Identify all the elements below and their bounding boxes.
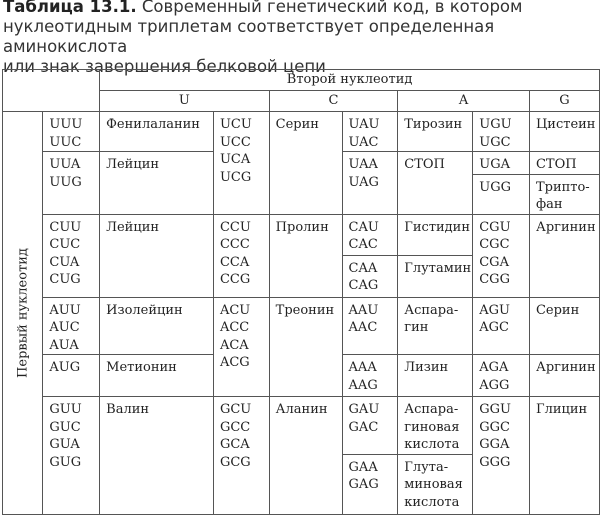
column-header-a: A bbox=[398, 91, 530, 112]
amino-acid-cell: Трипто- фан bbox=[529, 174, 599, 214]
second-nucleotide-header: Второй нуклеотид bbox=[100, 70, 600, 91]
codon-cell: UGA bbox=[473, 152, 530, 175]
first-nucleotide-label: Первый нуклеотид bbox=[3, 112, 43, 515]
codon-cell: UGG bbox=[473, 174, 530, 214]
amino-acid-cell: Глутамин bbox=[398, 255, 473, 297]
amino-acid-cell: Треонин bbox=[269, 297, 342, 397]
codon-cell: UAA UAG bbox=[342, 152, 398, 215]
amino-acid-cell: Лизин bbox=[398, 355, 473, 397]
amino-acid-cell: Серин bbox=[529, 297, 599, 355]
codon-cell: AUU AUC AUA bbox=[43, 297, 100, 355]
amino-acid-cell: Аланин bbox=[269, 397, 342, 515]
amino-acid-cell: Метионин bbox=[100, 355, 214, 397]
amino-acid-cell: Гистидин bbox=[398, 214, 473, 255]
codon-cell: CAA CAG bbox=[342, 255, 398, 297]
amino-acid-cell: Глицин bbox=[529, 397, 599, 515]
codon-cell: AGA AGG bbox=[473, 355, 530, 397]
codon-cell: GUU GUC GUA GUG bbox=[43, 397, 100, 515]
column-header-g: G bbox=[529, 91, 599, 112]
caption-line-3: или знак завершения белковой цепи bbox=[3, 57, 326, 76]
codon-cell: AUG bbox=[43, 355, 100, 397]
codon-cell: ACU ACC ACA ACG bbox=[213, 297, 269, 397]
codon-cell: CUU CUC CUA CUG bbox=[43, 214, 100, 297]
amino-acid-cell: Серин bbox=[269, 112, 342, 215]
codon-cell: GGU GGC GGA GGG bbox=[473, 397, 530, 515]
amino-acid-cell: Пролин bbox=[269, 214, 342, 297]
amino-acid-cell: Аспара- гиновая кислота bbox=[398, 397, 473, 455]
codon-cell: CGU CGC CGA CGG bbox=[473, 214, 530, 297]
codon-cell: UUU UUC bbox=[43, 112, 100, 152]
codon-cell: GAA GAG bbox=[342, 454, 398, 514]
codon-cell: CCU CCC CCA CCG bbox=[213, 214, 269, 297]
column-header-c: C bbox=[269, 91, 398, 112]
codon-cell: UGU UGC bbox=[473, 112, 530, 152]
codon-cell: UAU UAC bbox=[342, 112, 398, 152]
genetic-code-table bbox=[2, 69, 600, 515]
amino-acid-cell: Тирозин bbox=[398, 112, 473, 152]
caption-line-1: Современный генетический код, в котором bbox=[141, 0, 523, 16]
amino-acid-cell: СТОП bbox=[398, 152, 473, 215]
codon-cell: AAU AAC bbox=[342, 297, 398, 355]
amino-acid-cell: Аспара- гин bbox=[398, 297, 473, 355]
codon-cell: CAU CAC bbox=[342, 214, 398, 255]
codon-cell: AGU AGC bbox=[473, 297, 530, 355]
codon-cell: AAA AAG bbox=[342, 355, 398, 397]
codon-cell: GCU GCC GCA GCG bbox=[213, 397, 269, 515]
codon-cell: UCU UCC UCA UCG bbox=[213, 112, 269, 215]
codon-cell: GAU GAC bbox=[342, 397, 398, 455]
amino-acid-cell: Фенилаланин bbox=[100, 112, 214, 152]
amino-acid-cell: Глута- миновая кислота bbox=[398, 454, 473, 514]
table-caption bbox=[3, 0, 600, 77]
amino-acid-cell: Аргинин bbox=[529, 214, 599, 297]
amino-acid-cell: СТОП bbox=[529, 152, 599, 175]
table-corner bbox=[3, 70, 100, 112]
amino-acid-cell: Цистеин bbox=[529, 112, 599, 152]
caption-line-2: нуклеотидным триплетам соответствует определенная аминокислота bbox=[3, 17, 495, 56]
codon-cell: UUA UUG bbox=[43, 152, 100, 215]
column-header-u: U bbox=[100, 91, 270, 112]
amino-acid-cell: Лейцин bbox=[100, 152, 214, 215]
amino-acid-cell: Валин bbox=[100, 397, 214, 515]
amino-acid-cell: Изолейцин bbox=[100, 297, 214, 355]
amino-acid-cell: Аргинин bbox=[529, 355, 599, 397]
amino-acid-cell: Лейцин bbox=[100, 214, 214, 297]
caption-label: Таблица 13.1. bbox=[3, 0, 137, 16]
